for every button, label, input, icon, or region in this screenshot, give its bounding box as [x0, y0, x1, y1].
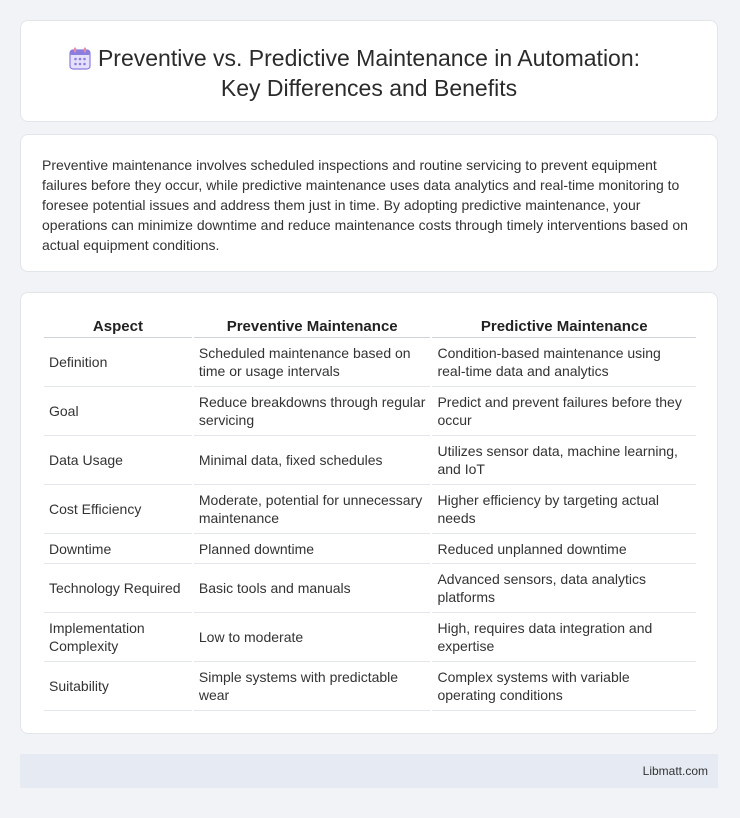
comparison-table [42, 315, 698, 711]
column-header-aspect: Aspect [44, 315, 192, 338]
page-title-line-2: Key Differences and Benefits [220, 75, 518, 101]
table-cell-predictive: Utilizes sensor data, machine learning, and IoT [432, 436, 696, 485]
table-cell-predictive: Complex systems with variable operating conditions [432, 662, 696, 711]
table-cell-aspect: Goal [44, 387, 192, 436]
table-row [44, 534, 696, 564]
table-cell-preventive: Moderate, potential for unnecessary maintenance [194, 485, 431, 534]
table-cell-aspect: Cost Efficiency [44, 485, 192, 534]
table-cell-preventive: Simple systems with predictable wear [194, 662, 431, 711]
table-cell-preventive: Low to moderate [194, 613, 431, 662]
table-row [44, 613, 696, 662]
table-cell-preventive: Minimal data, fixed schedules [194, 436, 431, 485]
intro-paragraph: Preventive maintenance involves scheduled inspections and routine servicing to prevent equipment failures before they occur, while predictive maintenance uses data analytics and real-time monitoring to foresee potential issues and address them just in time. By adopting predictive maintenance, your operations can minimize downtime and reduce maintenance costs through timely interventions based on actual equipment conditions. [42, 157, 688, 253]
table-cell-aspect: Data Usage [44, 436, 192, 485]
column-header-predictive: Predictive Maintenance [432, 315, 696, 338]
table-row [44, 662, 696, 711]
table-cell-preventive: Reduce breakdowns through regular servicing [194, 387, 431, 436]
table-cell-preventive: Scheduled maintenance based on time or usage intervals [194, 338, 431, 387]
page-title-line-1: Preventive vs. Predictive Maintenance in Automation: [97, 45, 641, 71]
table-header-row [44, 315, 696, 338]
table-row [44, 564, 696, 613]
header-card [20, 20, 718, 122]
page-title [21, 43, 717, 103]
table-cell-predictive: High, requires data integration and expertise [432, 613, 696, 662]
table-cell-predictive: Advanced sensors, data analytics platforms [432, 564, 696, 613]
table-row [44, 387, 696, 436]
table-cell-aspect: Definition [44, 338, 192, 387]
intro-card [20, 134, 718, 272]
table-cell-predictive: Predict and prevent failures before they occur [432, 387, 696, 436]
table-cell-predictive: Condition-based maintenance using real-time data and analytics [432, 338, 696, 387]
table-row [44, 436, 696, 485]
table-cell-aspect: Technology Required [44, 564, 192, 613]
table-cell-aspect: Implementation Complexity [44, 613, 192, 662]
table-cell-aspect: Downtime [44, 534, 192, 564]
table-row [44, 338, 696, 387]
footer-site-link[interactable]: Libmatt.com [642, 764, 708, 778]
table-row [44, 485, 696, 534]
table-cell-predictive: Higher efficiency by targeting actual needs [432, 485, 696, 534]
comparison-table-card [20, 292, 718, 734]
column-header-preventive: Preventive Maintenance [194, 315, 431, 338]
table-cell-preventive: Planned downtime [194, 534, 431, 564]
table-cell-predictive: Reduced unplanned downtime [432, 534, 696, 564]
table-cell-preventive: Basic tools and manuals [194, 564, 431, 613]
footer [20, 754, 718, 788]
table-cell-aspect: Suitability [44, 662, 192, 711]
